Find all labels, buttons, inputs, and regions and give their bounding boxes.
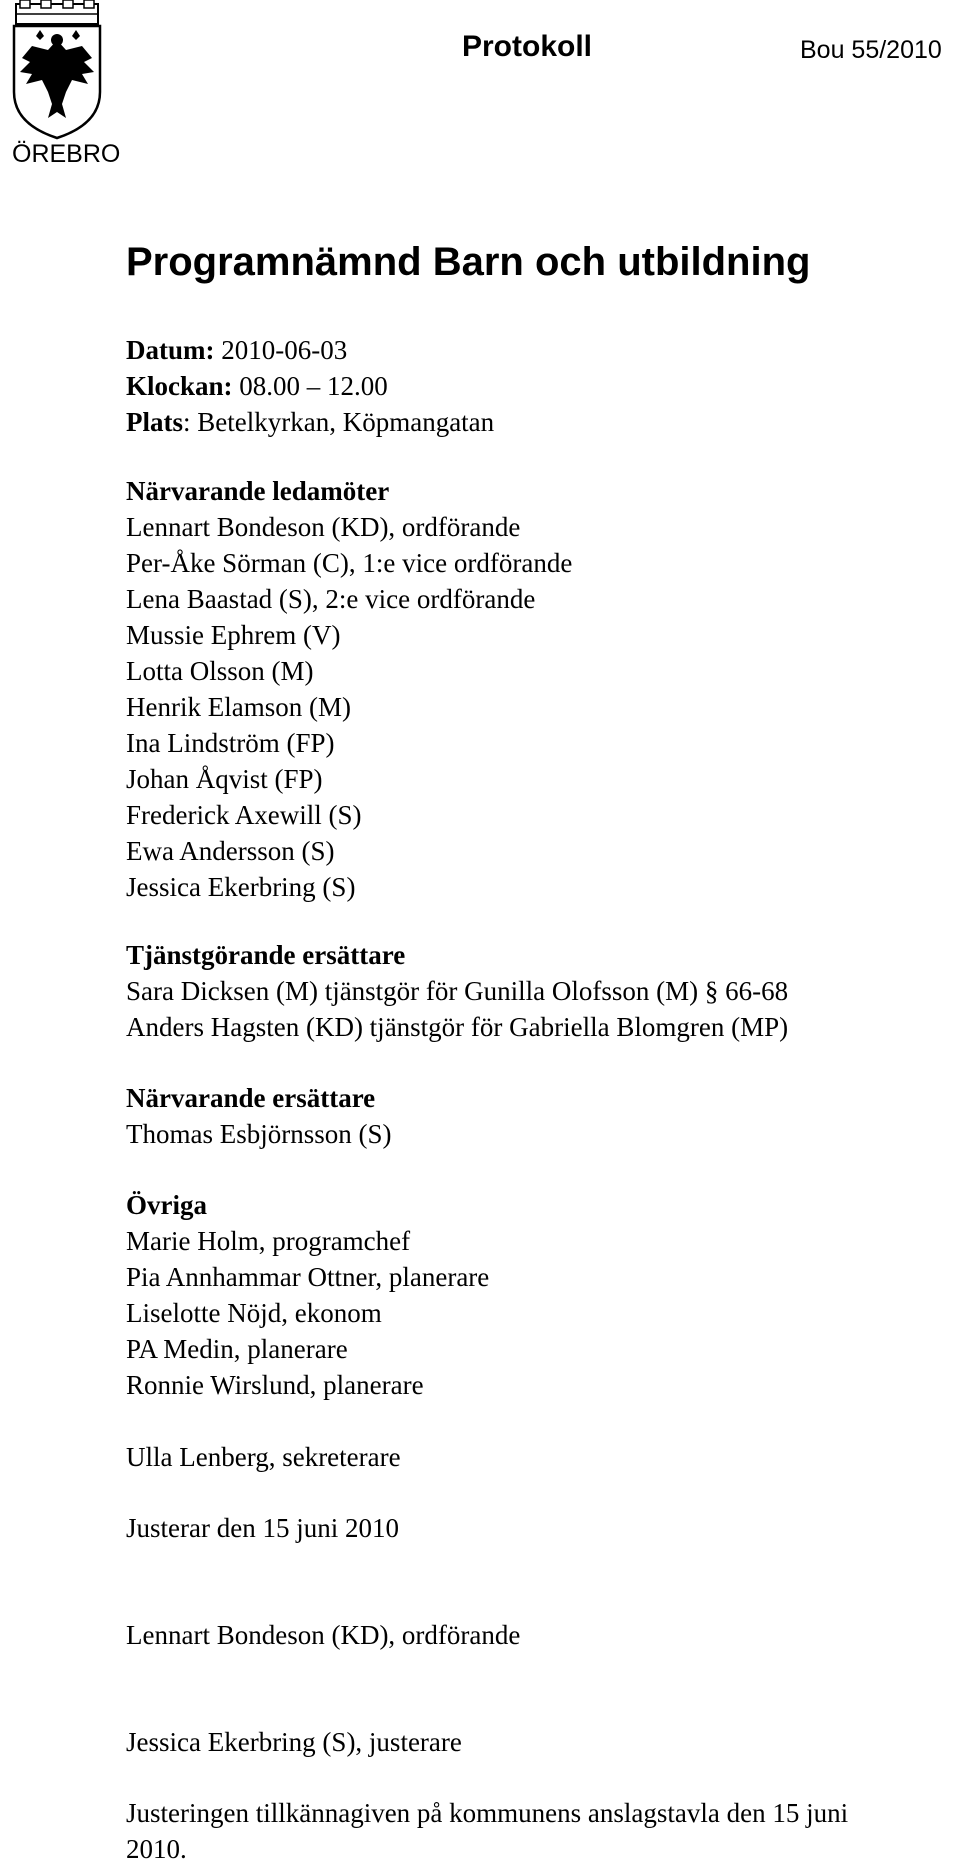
meeting-time [126,368,494,404]
secretary-text: Ulla Lenberg, sekreterare [126,1442,401,1472]
time-label: Klockan: [126,371,233,401]
chair-signature-text: Lennart Bondeson (KD), ordförande [126,1620,521,1650]
logo-org-name: ÖREBRO [12,140,121,168]
adjusted-text: Justerar den 15 juni 2010 [126,1513,399,1543]
coat-of-arms-icon [8,0,106,140]
meeting-place [126,404,494,440]
member-item: Ewa Andersson (S) [126,836,335,866]
member-item: Per-Åke Sörman (C), 1:e vice ordförande [126,548,573,578]
other-item: Liselotte Nöjd, ekonom [126,1298,382,1328]
adjuster-signature [126,1724,462,1760]
member-item: Jessica Ekerbring (S) [126,872,356,902]
adjusted-date [126,1510,399,1546]
others-section [126,1187,489,1403]
substitute-item: Sara Dicksen (M) tjänstgör för Gunilla Olofsson (M) § 66-68 [126,976,789,1006]
others-heading: Övriga [126,1190,207,1220]
present-substitutes-heading: Närvarande ersättare [126,1083,376,1113]
secretary [126,1439,401,1475]
substitute-item: Thomas Esbjörnsson (S) [126,1119,392,1149]
orebro-coat-of-arms-logo [8,0,121,170]
meeting-info [126,332,494,440]
present-members-heading: Närvarande ledamöter [126,476,390,506]
serving-substitutes-heading: Tjänstgörande ersättare [126,940,406,970]
other-item: PA Medin, planerare [126,1334,348,1364]
serving-substitutes-section [126,937,788,1045]
member-item: Lennart Bondeson (KD), ordförande [126,512,521,542]
place-value: : Betelkyrkan, Köpmangatan [183,407,495,437]
present-members-section [126,473,572,905]
member-item: Frederick Axewill (S) [126,800,362,830]
time-value: 08.00 – 12.00 [239,371,388,401]
other-item: Marie Holm, programchef [126,1226,411,1256]
document-reference: Bou 55/2010 [800,36,942,64]
other-item: Pia Annhammar Ottner, planerare [126,1262,490,1292]
member-item: Mussie Ephrem (V) [126,620,341,650]
announcement [126,1795,848,1867]
announcement-line: 2010. [126,1834,187,1864]
chair-signature [126,1617,520,1653]
date-value: 2010-06-03 [221,335,348,365]
member-item: Henrik Elamson (M) [126,692,351,722]
announcement-line: Justeringen tillkännagiven på kommunens anslagstavla den 15 juni [126,1798,849,1828]
present-substitutes-section [126,1080,392,1152]
member-item: Lotta Olsson (M) [126,656,314,686]
document-type: Protokoll [462,30,593,63]
other-item: Ronnie Wirslund, planerare [126,1370,424,1400]
member-item: Lena Baastad (S), 2:e vice ordförande [126,584,536,614]
date-label: Datum: [126,335,215,365]
member-item: Ina Lindström (FP) [126,728,335,758]
place-label: Plats [126,407,183,437]
meeting-date [126,332,494,368]
page-title: Programnämnd Barn och utbildning [126,240,811,284]
adjuster-signature-text: Jessica Ekerbring (S), justerare [126,1727,462,1757]
member-item: Johan Åqvist (FP) [126,764,323,794]
substitute-item: Anders Hagsten (KD) tjänstgör för Gabriella Blomgren (MP) [126,1012,789,1042]
